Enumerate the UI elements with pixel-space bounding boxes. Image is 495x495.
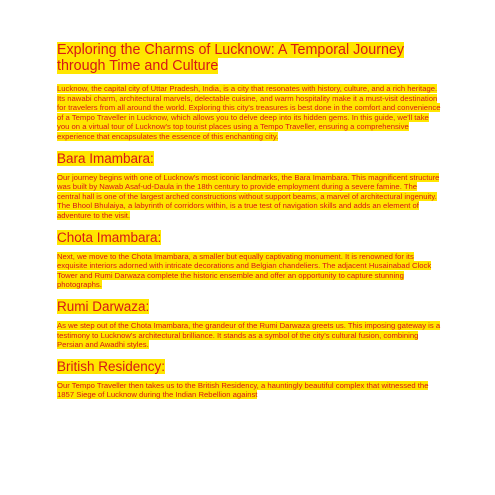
intro-paragraph-text: Lucknow, the capital city of Uttar Pradesh, India, is a city that resonates with history, culture, and a rich heritage. Its nawabi charm, architectural marvels, delectable cuisine, and warm hospitality make it a must-visit destination for travelers from all around the world. Exploring this city's treasures is best done in the comfort and convenience of a Tempo Traveller in Lucknow, which allows you to delve deep into its hidden gems. In this guide, we'll take you on a virtual tour of Lucknow's top tourist places using a Tempo Traveller, ensuring a comprehensive experience that encapsulates the essence of this enchanting city. (57, 84, 441, 141)
section-heading-text: Rumi Darwaza: (57, 298, 150, 314)
section-rumi-darwaza (57, 299, 442, 350)
section-heading-text: Bara Imambara: (57, 150, 154, 166)
section-paragraph-text: As we step out of the Chota Imambara, the grandeur of the Rumi Darwaza greets us. This imposing gateway is a testimony to Lucknow's architectural brilliance. It stands as a symbol of the city's cultural fusion, combining Persian and Awadhi styles. (57, 320, 441, 350)
section-paragraph (57, 252, 442, 290)
section-paragraph-text: Our Tempo Traveller then takes us to the British Residency, a hauntingly beautiful complex that witnessed the 1857 Siege of Lucknow during the Indian Rebellion against (57, 380, 429, 400)
document-title-text: Exploring the Charms of Lucknow: A Temporal Journey through Time and Culture (57, 42, 405, 74)
section-chota-imambara (57, 230, 442, 290)
section-paragraph-text: Our journey begins with one of Lucknow's most iconic landmarks, the Bara Imambara. This magnificent structure was built by Nawab Asaf-ud-Daula in the 18th century to provide employment during a severe famine. The central hall is one of the largest arched constructions without support beams, a marvel of architectural ingenuity. The Bhool Bhulaiya, a labyrinth of corridors within, is a true test of navigation skills and adds an element of adventure to the visit. (57, 172, 440, 220)
section-paragraph (57, 321, 442, 350)
section-paragraph-text: Next, we move to the Chota Imambara, a smaller but equally captivating monument. It is renowned for its exquisite interiors adorned with intricate decorations and Belgian chandeliers. The adjacent Husainabad Clock Tower and Rumi Darwaza complete the historic ensemble and offer an opportunity to capture stunning photographs. (57, 251, 432, 290)
section-bara-imambara (57, 151, 442, 221)
section-heading-text: British Residency: (57, 358, 166, 374)
intro-paragraph (57, 84, 442, 142)
section-heading (57, 299, 442, 314)
section-paragraph (57, 381, 442, 400)
section-heading-text: Chota Imambara: (57, 229, 162, 245)
document-page (57, 42, 442, 409)
section-heading (57, 151, 442, 166)
section-british-residency (57, 359, 442, 400)
section-heading (57, 359, 442, 374)
section-heading (57, 230, 442, 245)
document-title (57, 42, 442, 74)
section-paragraph (57, 173, 442, 221)
